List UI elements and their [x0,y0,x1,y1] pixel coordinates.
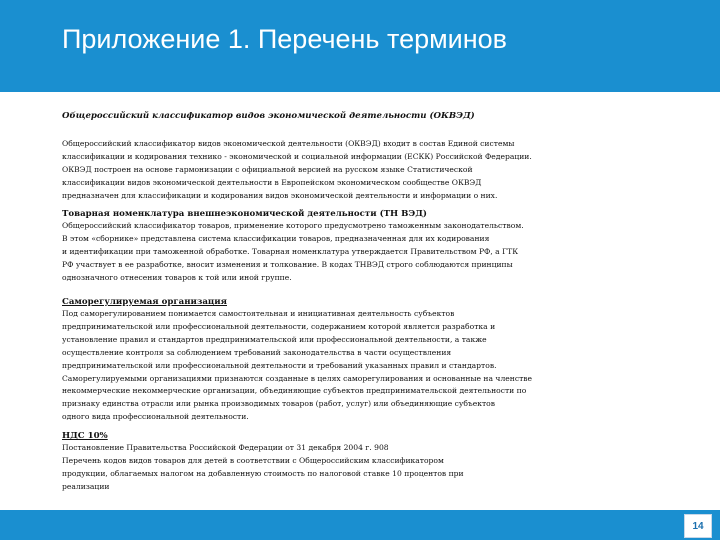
term-line: признаку единства отрасли или рынка производимых товаров (работ, услуг) или объединяющие субъектов [62,399,496,409]
term-section-sro [62,296,602,424]
term-line: Постановление Правительства Российской Федерации от 31 декабря 2004 г. 908 [62,443,389,452]
page-title: Приложение 1. Перечень терминов [62,24,508,54]
term-line: классификации и кодирования технико - экономической и социальной информации (ЕСКК) Российской Федерации. [62,151,532,161]
term-line: и идентификации при таможенной обработке. Товарная номенклатура утверждается Правительством РФ, а ГТК [62,246,519,256]
term-line: реализации [62,481,110,491]
term-line: классификации видов экономической деятельности в Европейском экономическом сообществе ОКВЭД [62,177,482,187]
footer-bar [0,510,720,540]
term-line: предпринимательской или профессиональной деятельности и требований указанных правил и стандартов. [62,360,497,370]
term-title: Саморегулируемая организация [62,297,227,307]
page-number: 14 [684,514,712,538]
term-title: НДС 10% [62,431,108,441]
term-line: Общероссийский классификатор товаров, применение которого предусмотрено таможенным законодательством. [62,221,524,230]
term-line: установление правил и стандартов предпринимательской или профессиональной деятельности, а также [62,334,487,344]
term-title: Общероссийский классификатор видов экономической деятельности (ОКВЭД) [62,111,475,121]
term-body [62,308,602,424]
term-line: Саморегулируемыми организациями признаются созданные в целях саморегулирования и основанные на членстве [62,373,533,383]
term-line: ОКВЭД построен на основе гармонизации с официальной версией на русском языке Статистической [62,164,473,174]
term-body [62,138,592,203]
term-line: В этом «сборнике» представлена система классификации товаров, предназначенная для их кодирования [62,233,490,243]
term-line: одного вида профессиональной деятельности. [62,412,249,422]
title-bar [0,0,720,92]
term-line: Перечень кодов видов товаров для детей в соответствии с Общероссийским классификатором [62,455,444,465]
term-body [62,220,582,285]
term-line: осуществление контроля за соблюдением требований законодательства в части осуществления [62,347,452,357]
term-line: предназначен для классификации и кодирования видов экономической деятельности и информации о них. [62,190,498,200]
term-line: РФ участвует в ее разработке, вносит изменения и толкование. В кодах ТНВЭД строго соблюдаются принципы [62,259,513,269]
term-title: Товарная номенклатура внешнеэкономической деятельности (ТН ВЭД) [62,209,427,219]
term-section-okved [62,110,592,203]
term-line: предпринимательской или профессиональной деятельности, содержанием которой является разработка и [62,321,496,331]
term-line: некоммерческие некоммерческие организации, объединяющие субъектов предпринимательской деятельности по [62,386,527,396]
term-line: Общероссийский классификатор видов экономической деятельности (ОКВЭД) входит в состав Единой системы [62,139,515,148]
term-section-vat [62,430,582,494]
term-line: Под саморегулированием понимается самостоятельная и инициативная деятельность субъектов [62,309,455,318]
term-line: продукции, облагаемых налогом на добавленную стоимость по налоговой ставке 10 процентов при [62,468,464,478]
term-section-tnved [62,208,582,285]
term-line: однозначного отнесения товаров к той или иной группе. [62,272,292,282]
term-body [62,442,582,494]
